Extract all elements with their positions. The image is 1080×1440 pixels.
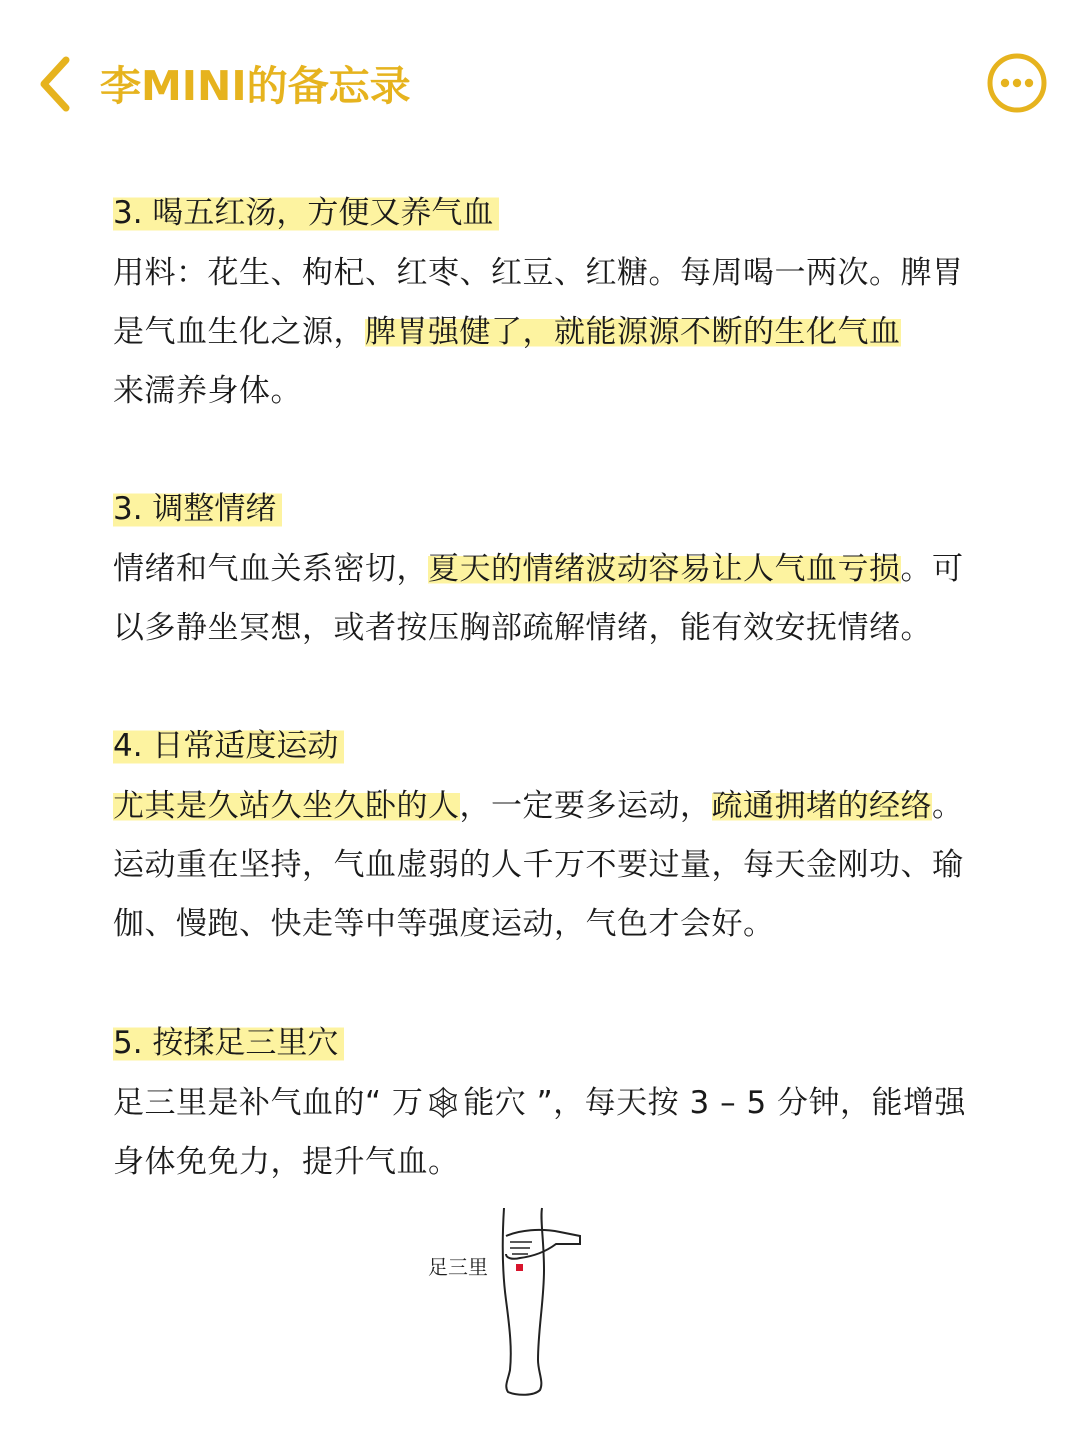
section-heading: 3. 调整情绪 xyxy=(113,486,282,532)
body-text-segment: 足三里是补气血的“ 万🕸能穴 ”，每天按 3 – 5 分钟，能增强身体免免力，提升气血。 xyxy=(113,1085,967,1180)
zusanli-label: 足三里 xyxy=(428,1255,488,1279)
page-title: 李MINI的备忘录 xyxy=(100,62,411,110)
section-body xyxy=(113,1074,973,1192)
body-text-segment: 。可以多静坐冥想，或者按压胸部疏解情绪，能有效安抚情绪。 xyxy=(113,551,964,646)
body-text-segment: 来濡养身体。 xyxy=(113,373,302,409)
more-button[interactable] xyxy=(986,52,1048,114)
section-zusanli xyxy=(113,1020,973,1192)
section-heading: 4. 日常适度运动 xyxy=(113,723,344,769)
body-text-segment: 情绪和气血关系密切， xyxy=(113,551,428,587)
section-emotion xyxy=(113,486,973,658)
section-wuhong-soup xyxy=(113,190,973,421)
leg-outline xyxy=(503,1208,544,1395)
section-heading: 3. 喝五红汤，方便又养气血 xyxy=(113,190,499,236)
body-text-segment: 用料：花生、枸杞、红枣、红豆、红糖。每周喝一两次。脾胃是气血生化之源， xyxy=(113,255,964,350)
leg-illustration xyxy=(420,1200,600,1400)
back-button[interactable] xyxy=(30,52,80,116)
highlighted-text: 夏天的情绪波动容易让人气血亏损 xyxy=(428,551,901,587)
finger-lines xyxy=(510,1242,532,1254)
top-bar xyxy=(0,0,1080,170)
section-body xyxy=(113,244,973,421)
more-horizontal-icon xyxy=(986,52,1048,114)
body-text-segment: ，一定要多运动， xyxy=(459,788,712,824)
section-body xyxy=(113,540,973,658)
section-exercise xyxy=(113,723,973,954)
chevron-left-icon xyxy=(30,52,80,116)
body-text-segment: 。运动重在坚持，气血虚弱的人千万不要过量，每天金刚功、瑜伽、慢跑、快走等中等强度运动，气色才会好。 xyxy=(113,788,964,942)
zusanli-point xyxy=(516,1264,523,1271)
section-heading: 5. 按揉足三里穴 xyxy=(113,1020,344,1066)
highlighted-text: 脾胃强健了，就能源源不断的生化气血 xyxy=(365,314,901,350)
highlighted-text: 疏通拥堵的经络 xyxy=(711,788,932,824)
section-body xyxy=(113,777,973,954)
highlighted-text: 尤其是久站久坐久卧的人 xyxy=(113,788,460,824)
